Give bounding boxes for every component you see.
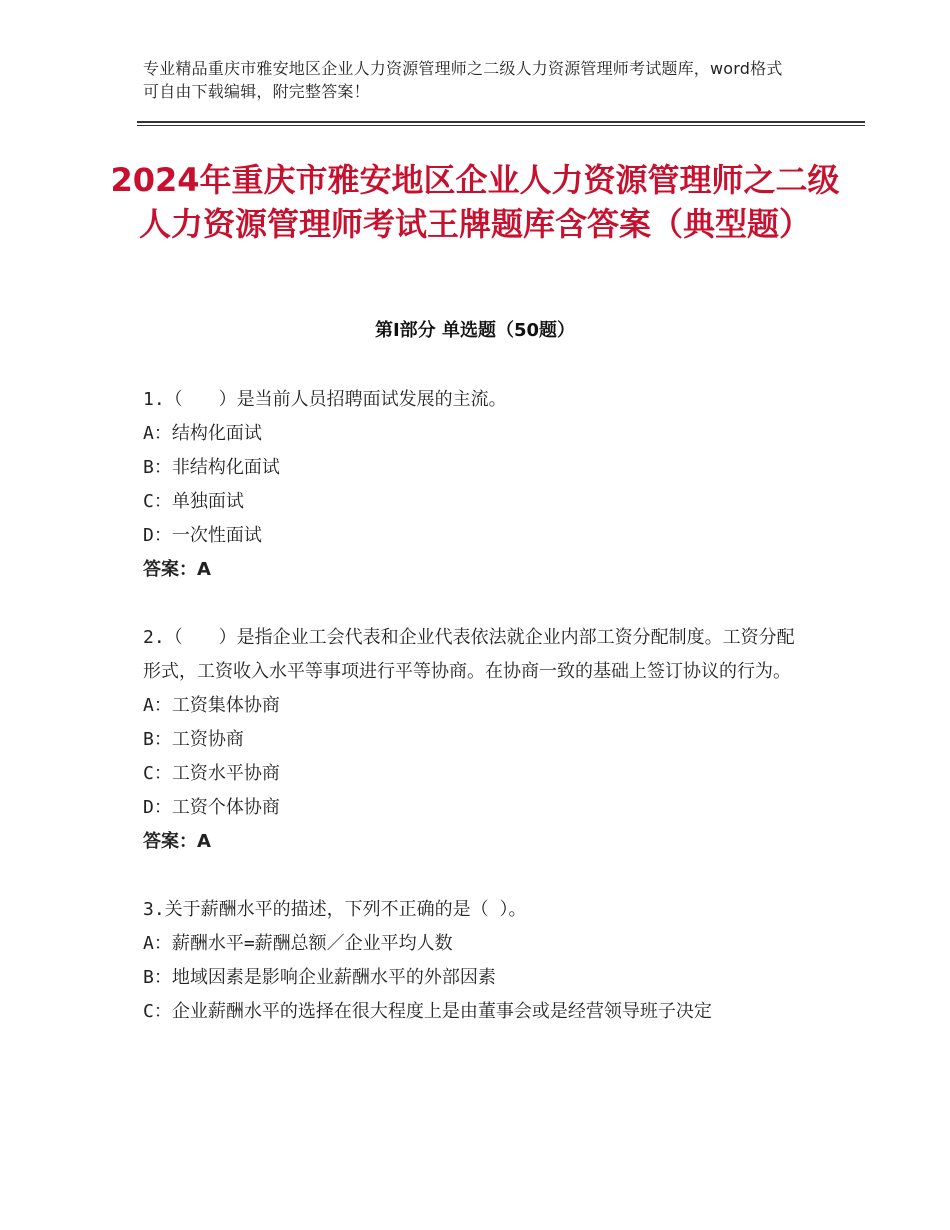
question-option: D：工资个体协商 [143,797,280,818]
question-option: D：一次性面试 [143,525,262,546]
question-stem: 3.关于薪酬水平的描述，下列不正确的是（ ）。 [143,899,527,920]
question-option: B：非结构化面试 [143,457,280,478]
question-option: C：企业薪酬水平的选择在很大程度上是由董事会或是经营领导班子决定 [143,1001,712,1022]
question-option: B：工资协商 [143,729,244,750]
question-option: A：薪酬水平=薪酬总额／企业平均人数 [143,933,453,954]
document-title: 2024年重庆市雅安地区企业人力资源管理师之二级人力资源管理师考试王牌题库含答案（典型题） [110,161,840,243]
question-stem: 2.（ ）是指企业工会代表和企业代表依法就企业内部工资分配制度。工资分配形式，工资收入水平等事项进行平等协商。在协商一致的基础上签订协议的行为。 [143,627,795,682]
question-answer: 答案：A [143,559,211,580]
section-heading: 第Ⅰ部分 单选题（50题） [374,320,575,341]
question-option: C：工资水平协商 [143,763,280,784]
question-item [143,621,808,859]
question-stem: 1.（ ）是当前人员招聘面试发展的主流。 [143,389,507,410]
header-note: 专业精品重庆市雅安地区企业人力资源管理师之二级人力资源管理师考试题库，word格式可自由下载编辑，附完整答案！ [143,59,783,101]
question-option: A：结构化面试 [143,423,262,444]
header-rule-thin [137,125,865,126]
question-option: C：单独面试 [143,491,244,512]
question-list [143,383,808,1029]
question-option: B：地域因素是影响企业薪酬水平的外部因素 [143,967,496,988]
question-answer: 答案：A [143,831,211,852]
header-rule-thick [137,121,865,123]
question-item [143,893,808,1029]
question-option: A：工资集体协商 [143,695,280,716]
question-item [143,383,808,587]
